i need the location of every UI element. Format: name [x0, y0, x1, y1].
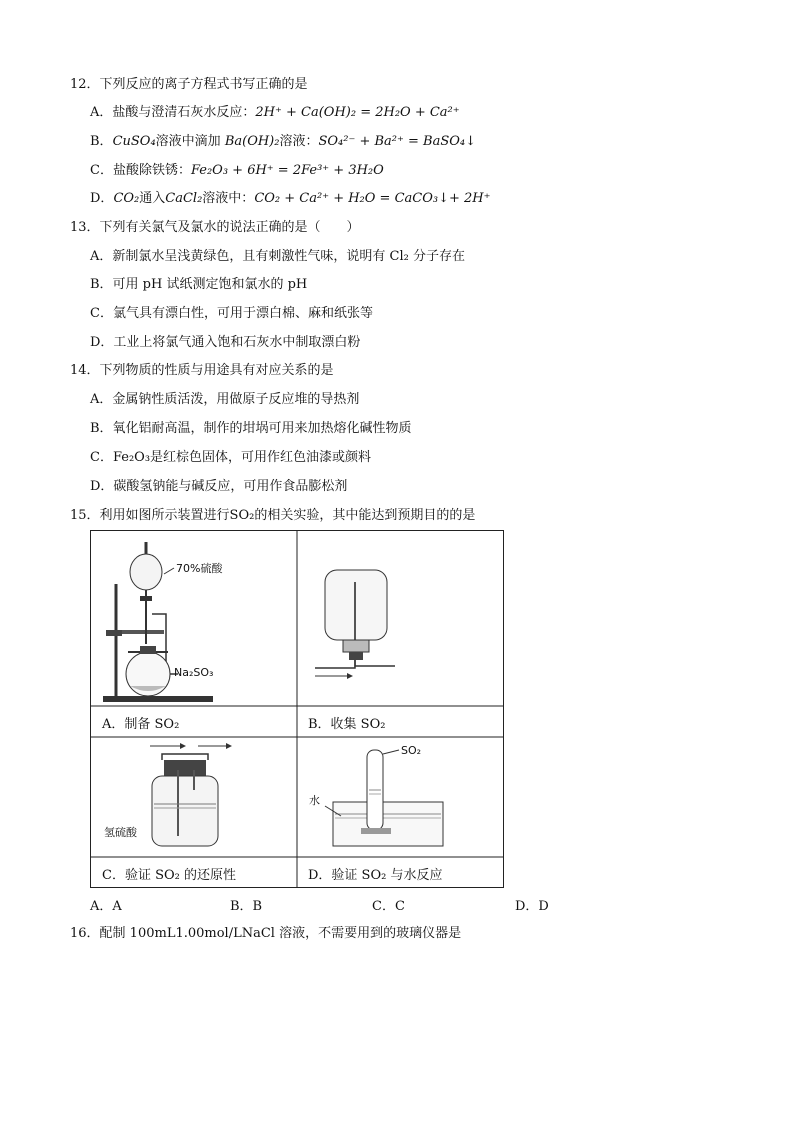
q12-b-text2: 溶液： — [279, 134, 319, 149]
caption-a: A．制备 SO₂ — [102, 717, 180, 732]
salt-label: Na₂SO₃ — [174, 666, 214, 679]
q12-d-formula2: CaCl₂ — [165, 191, 203, 206]
q13-option-b: B．可用 pH 试纸测定饱和氯水的 pH — [90, 277, 308, 292]
q12-option-c — [90, 162, 384, 180]
apparatus-table — [90, 530, 504, 888]
q13-option-a: A．新制氯水呈浅黄绿色，且有刺激性气味，说明有 Cl₂ 分子存在 — [90, 249, 465, 264]
q14-option-a: A．金属钠性质活泼，用做原子反应堆的导热剂 — [90, 392, 360, 407]
q12-d-text2: 溶液中： — [202, 191, 255, 206]
q16-stem: 16．配制 100mL1.00mol/LNaCl 溶液，不需要用到的玻璃仪器是 — [70, 926, 462, 941]
apparatus-d-trough — [305, 740, 495, 855]
q12-c-equation: Fe₂O₃ + 6H⁺ = 2Fe³⁺ + 3H₂O — [190, 163, 384, 178]
gas-label: SO₂ — [401, 744, 422, 757]
q14-stem: 14．下列物质的性质与用途具有对应关系的是 — [70, 363, 334, 378]
q12-option-a — [90, 104, 460, 122]
q15-answer-a: A．A — [90, 899, 122, 914]
caption-c: C．验证 SO₂ 的还原性 — [102, 868, 236, 883]
q13-option-d: D．工业上将氯气通入饱和石灰水中制取漂白粉 — [90, 335, 361, 350]
q12-option-b — [90, 133, 476, 151]
q12-d-equation: CO₂ + Ca²⁺ + H₂O = CaCO₃↓+ 2H⁺ — [254, 191, 491, 206]
apparatus-c-bottle — [98, 740, 288, 855]
q12-b-equation: SO₄²⁻ + Ba²⁺ = BaSO₄↓ — [318, 134, 476, 149]
q14-option-c: C．Fe₂O₃是红棕色固体，可用作红色油漆或颜料 — [90, 450, 372, 465]
q12-b-formula1: CuSO₄ — [112, 134, 156, 149]
q14-option-d: D．碳酸氢钠能与碱反应，可用作食品膨松剂 — [90, 479, 348, 494]
caption-b: B．收集 SO₂ — [308, 717, 386, 732]
q12-b-text1: 溶液中滴加 — [155, 134, 225, 149]
q13-option-c: C．氯气具有漂白性，可用于漂白棉、麻和纸张等 — [90, 306, 373, 321]
q12-a-equation: 2H⁺ + Ca(OH)₂ = 2H₂O + Ca²⁺ — [255, 105, 460, 120]
q12-b-label: B． — [90, 134, 113, 149]
q12-c-label: C．盐酸除铁锈： — [90, 163, 191, 178]
q15-answer-c: C．C — [372, 899, 405, 914]
q13-stem: 13．下列有关氯气及氯水的说法正确的是（ ） — [70, 220, 360, 235]
water-label: 水 — [309, 794, 320, 807]
q12-option-d — [90, 190, 490, 208]
q15-answer-d: D．D — [515, 899, 549, 914]
q15-answer-b: B．B — [230, 899, 263, 914]
acid-label: 70%硫酸 — [176, 562, 223, 575]
q12-d-text1: 通入 — [139, 191, 166, 206]
apparatus-a-generator — [98, 534, 288, 704]
q14-option-b: B．氧化铝耐高温，制作的坩埚可用来加热熔化碱性物质 — [90, 421, 412, 436]
q12-d-formula1: CO₂ — [113, 191, 140, 206]
q12-b-formula2: Ba(OH)₂ — [224, 134, 280, 149]
h2s-label: 氢硫酸 — [104, 826, 137, 839]
q15-stem: 15．利用如图所示装置进行SO₂的相关实验，其中能达到预期目的的是 — [70, 508, 476, 523]
caption-d: D．验证 SO₂ 与水反应 — [308, 868, 443, 883]
q12-d-label: D． — [90, 191, 114, 206]
apparatus-b-collector — [305, 548, 495, 698]
q12-stem: 12．下列反应的离子方程式书写正确的是 — [70, 77, 308, 92]
q12-a-label: A．盐酸与澄清石灰水反应： — [90, 105, 256, 120]
